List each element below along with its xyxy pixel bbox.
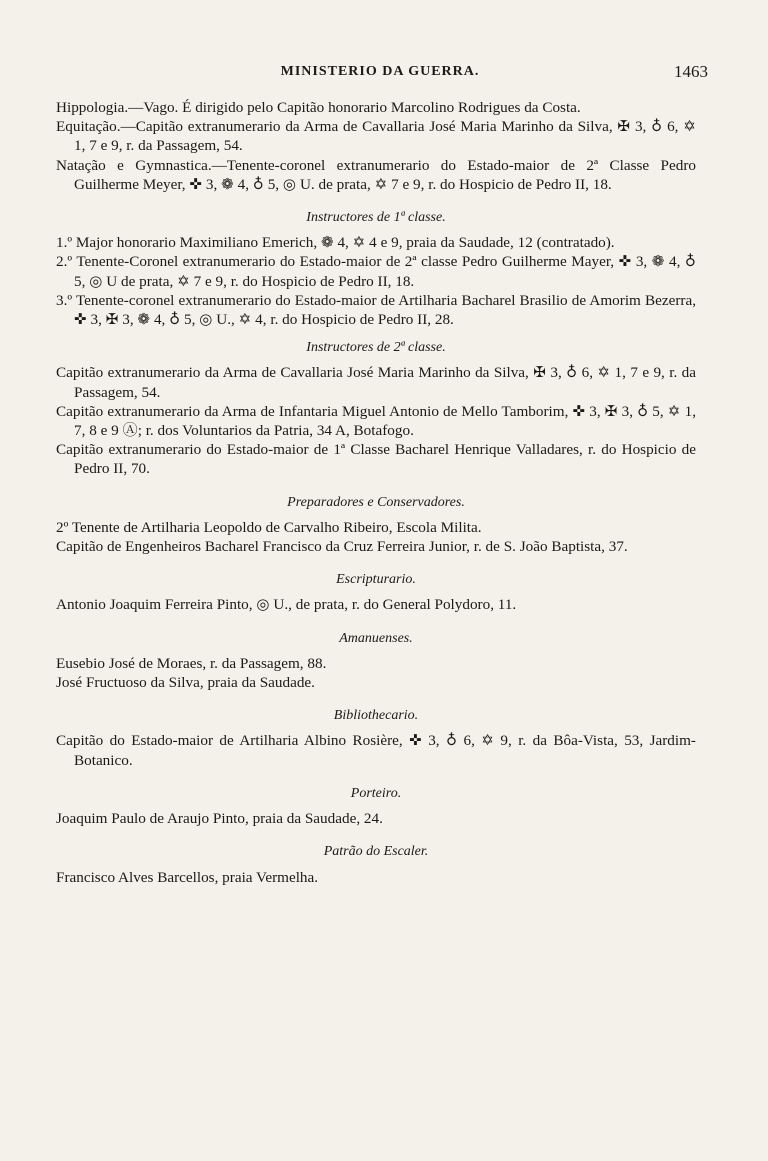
section-heading-preparadores: Preparadores e Conservadores. [287,494,465,510]
page-body [56,98,696,887]
entry-item: Capitão extranumerario da Arma de Infantaria Miguel Antonio de Mello Tamborim, ✜ 3, ✠ 3, ♁ 5, ✡ 1, 7, 8 e 9 Ⓐ; r. dos Voluntarios da Patria, 34 A, Botafogo. [56,402,696,440]
entry-item: 2º Tenente de Artilharia Leopoldo de Carvalho Ribeiro, Escola Milita. [56,518,482,536]
section-heading-amanuenses: Amanuenses. [339,630,413,646]
section-heading-instructores-1: Instructores de 1ª classe. [306,210,446,226]
entry-natacao: Natação e Gymnastica.—Tenente-coronel extranumerario do Estado-maior de 2ª Classe Pedro Guilherme Meyer, ✜ 3, ❁ 4, ♁ 5, ◎ U. de prata, ✡ 7 e 9, r. do Hospicio de Pedro II, 18. [56,156,696,193]
entry-item: Capitão de Engenheiros Bacharel Francisco da Cruz Ferreira Junior, r. de S. João Baptista, 37. [56,538,628,556]
entry-item: Antonio Joaquim Ferreira Pinto, ◎ U., de prata, r. do General Polydoro, 11. [56,596,517,614]
entry-item: Francisco Alves Barcellos, praia Vermelha. [56,868,319,886]
entry-item: José Fructuoso da Silva, praia da Saudade. [56,674,315,692]
entry-item: Capitão extranumerario do Estado-maior de 1ª Classe Bacharel Henrique Valladares, r. do Hospicio de Pedro II, 70. [56,441,696,478]
entry-item: Eusebio José de Moraes, r. da Passagem, 88. [56,654,327,672]
section-heading-porteiro: Porteiro. [350,785,402,801]
entry-item: 2.º Tenente-Coronel extranumerario do Estado-maior de 2ª classe Pedro Guilherme Mayer, ✜ 3, ❁ 4, ♁ 5, ◎ U de prata, ✡ 7 e 9, r. do Hospicio de Pedro II, 18. [56,253,696,290]
entry-item: Joaquim Paulo de Araujo Pinto, praia da Saudade, 24. [56,810,383,828]
page-number: 1463 [674,62,708,81]
entry-hippologia: Hippologia.—Vago. É dirigido pelo Capitão honorario Marcolino Rodrigues da Costa. [56,99,581,116]
page-header [60,62,708,88]
entry-equitacao: Equitação.—Capitão extranumerario da Arma de Cavallaria José Maria Marinho da Silva, ✠ 3, ♁ 6, ✡ 1, 7 e 9, r. da Passagem, 54. [56,118,696,155]
entry-item: Capitão extranumerario da Arma de Cavallaria José Maria Marinho da Silva, ✠ 3, ♁ 6, ✡ 1, 7 e 9, r. da Passagem, 54. [56,364,696,401]
section-heading-patrao: Patrão do Escaler. [323,844,429,860]
page-title: MINISTERIO DA GUERRA. [280,64,480,79]
entry-item: 1.º Major honorario Maximiliano Emerich, ❁ 4, ✡ 4 e 9, praia da Saudade, 12 (contratado). [56,234,615,252]
section-heading-instructores-2: Instructores de 2ª classe. [306,340,446,356]
section-heading-escripturario: Escripturario. [336,572,416,588]
entry-item: Capitão do Estado-maior de Artilharia Albino Rosière, ✜ 3, ♁ 6, ✡ 9, r. da Bôa-Vista, 53, Jardim-Botanico. [56,732,696,769]
section-heading-bibliothecario: Bibliothecario. [333,708,419,724]
entry-item: 3.º Tenente-coronel extranumerario do Estado-maior de Artilharia Bacharel Brasilio de Amorim Bezerra, ✜ 3, ✠ 3, ❁ 4, ♁ 5, ◎ U., ✡ 4, r. do Hospicio de Pedro II, 28. [56,291,696,329]
